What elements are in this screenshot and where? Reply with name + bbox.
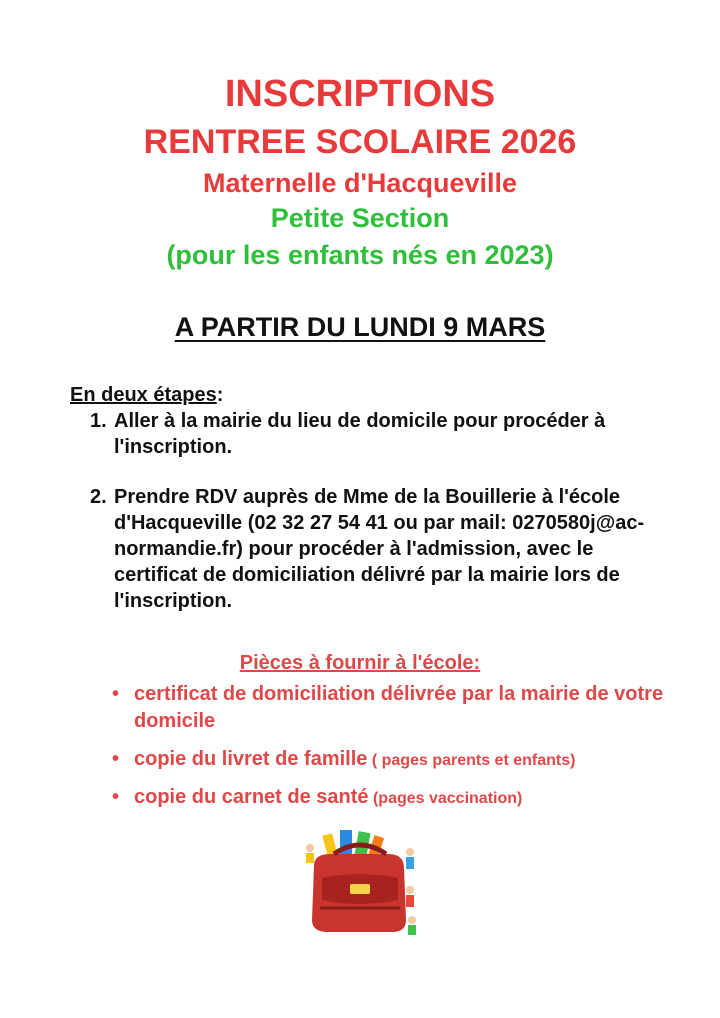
bullet-icon: • — [112, 683, 120, 705]
birth-year-note: (pour les enfants nés en 2023) — [166, 240, 554, 270]
steps-heading — [70, 383, 223, 407]
list-item — [112, 681, 672, 736]
document-text: copie du carnet de santé — [134, 786, 369, 808]
step-number: 2. — [90, 486, 107, 508]
school-name: Maternelle d'Hacqueville — [202, 168, 518, 198]
step-item — [90, 408, 670, 460]
step-text: Prendre RDV auprès de Mme de la Bouillerie à l'école d'Hacqueville (02 32 27 54 41 ou par mail: 0270580j@ac-normandie.fr) pour procéder à l'admission, avec le certificat de domiciliation délivré par la mairie lors de l'inscription. — [114, 486, 645, 612]
title-rentree: RENTREE SCOLAIRE 2026 — [143, 123, 577, 161]
documents-heading: Pièces à fournir à l'école: — [239, 652, 481, 674]
bullet-icon: • — [112, 786, 120, 808]
list-item — [112, 784, 672, 812]
document-text: copie du livret de famille — [134, 748, 368, 770]
step-item — [90, 484, 670, 614]
school-backpack-icon — [300, 828, 422, 938]
document-note: ( pages parents et enfants) — [367, 752, 576, 769]
steps-heading-text: En deux étapes — [70, 384, 217, 406]
title-inscriptions: INSCRIPTIONS — [224, 73, 496, 115]
document-text: certificat de domiciliation délivrée par la mairie de votre domicile — [134, 683, 664, 732]
document-note: (pages vaccination) — [368, 790, 523, 807]
section-name: Petite Section — [270, 203, 450, 233]
list-item — [112, 746, 672, 774]
step-text: Aller à la mairie du lieu de domicile pour procéder à l'inscription. — [114, 410, 606, 458]
steps-heading-colon: : — [216, 384, 224, 406]
start-date: A PARTIR DU LUNDI 9 MARS — [174, 312, 546, 342]
step-number: 1. — [90, 410, 107, 432]
documents-list — [112, 681, 672, 822]
bullet-icon: • — [112, 748, 120, 770]
